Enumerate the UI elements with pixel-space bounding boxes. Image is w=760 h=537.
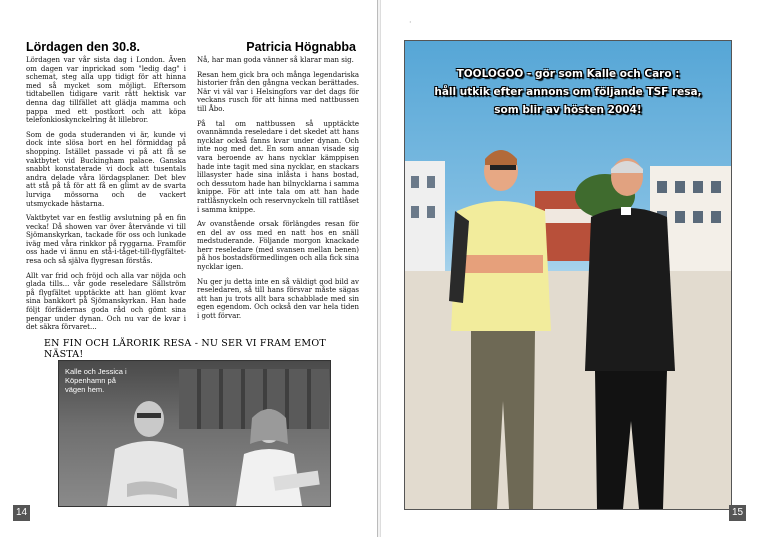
- photo-man-figure: [97, 389, 192, 506]
- paragraph: Nu ger ju detta inte en så väldigt god bild av reseledaren, så till hans försvar måste sägas att han ju trots allt bara schabblade med sin egen egendom. Och också den var hela tiden i gott förvar.: [197, 277, 359, 321]
- paragraph: Resan hem gick bra och många legendariska historier från den gångna veckan berättades. När vi väl var i Helsingfors var det dags för veckans rusch för att hinna med nattbussen till Åbo.: [197, 70, 359, 113]
- photo-woman-figure: [224, 396, 324, 506]
- poster-line: TOOLOGOO - gör som Kalle och Caro :: [456, 68, 680, 80]
- article-title-row: [26, 40, 356, 54]
- poster-headline: [405, 65, 731, 119]
- paragraph: Vaktbytet var en festlig avslutning på en fin vecka! Då showen var över återvände vi till Sjömanskyrkan, tackade för oss och lunkade iväg med våra rinkkor på ryggarna. Framför oss hade vi ännu en stå-i-tåget-till-flygfältet-resa och så själva flygresan förstås.: [26, 214, 186, 266]
- page-number-left: 14: [13, 505, 30, 521]
- paragraph: På tal om nattbussen så upptäckte ovannämnda reseledare i det skedet att hans nycklar också fanns kvar under dynan. Och inte nog med det. En som annan visade sig vara beroende av hans nycklar kämppisen hade inte tagit med sina nycklar, en stackars lillasyster hade sina inlåsta i hans bostad, och dessutom hade han bilnycklarna i samma knippe. För att inte tala om att han hade rattlåsnyckeln och reservnyckeln till rattlåset i samma knippe.: [197, 119, 359, 214]
- left-page: [0, 0, 378, 537]
- poster-line: som blir av hösten 2004!: [494, 104, 642, 116]
- paragraph: Allt var frid och fröjd och alla var nöjda och glada tills... vår gode reseledare Sällström på flygfältet upptäckte att han glömt kvar sina bankkort på Sjömanskyrkan. Han hade följt förfädernas goda råd och gömt sina pengar under dynan. Och nu var de kvar i det säkra förvaret...: [26, 271, 186, 332]
- poster-line: håll utkik efter annons om följande TSF resa,: [434, 86, 702, 98]
- poster-photo: [404, 40, 732, 510]
- paragraph: Som de goda studeranden vi är, kunde vi dock inte slösa bort en hel förmiddag på shopping. Istället passade vi på att få se vaktbytet vid Buckingham palace. Ganska snabbt konstaterade vi dock att tusentals andra delade våra lördagsplaner. Det blev att stå på tå för att få en glimt av de svarta lurviga mössorna och de vackert utsmyckade hästarna.: [26, 130, 186, 208]
- article-column-1: [26, 56, 186, 338]
- travel-photo: [58, 360, 331, 507]
- page-number-right: 15: [729, 505, 746, 521]
- article-heading: Lördagen den 30.8.: [26, 40, 140, 54]
- article-author: Patricia Högnabba: [246, 40, 356, 54]
- paragraph: Av ovanstående orsak förlängdes resan för en del av oss med en natt hos en snäll medstuderande. Följande morgon knackade herr reseledare (med svansen mellan benen) på hos bostadsförmedlingen och alla fick sina nycklar igen.: [197, 220, 360, 272]
- closing-banner: EN FIN OCH LÄRORIK RESA - NU SER VI FRAM EMOT NÄSTA!: [44, 338, 326, 360]
- paragraph: Lördagen var vår sista dag i London. Även om dagen var inprickad som "ledig dag" i schemat, steg alla upp tidigt för att hinna med så mycket som möjligt. Eftersom tidtabellen tidigare varit rätt hektisk var denna dag tillfället att glädja mamma och pappa med ett postkort och att köpa telefonkioskynckelring åt lillebror.: [26, 56, 186, 125]
- article-column-2: [197, 56, 359, 327]
- paragraph: Nå, har man goda vänner så klarar man sig.: [197, 56, 354, 64]
- decorative-dots: ·: [409, 18, 412, 27]
- photo-caption: Kalle och Jessica i Köpenhamn på vägen hem.: [65, 367, 127, 394]
